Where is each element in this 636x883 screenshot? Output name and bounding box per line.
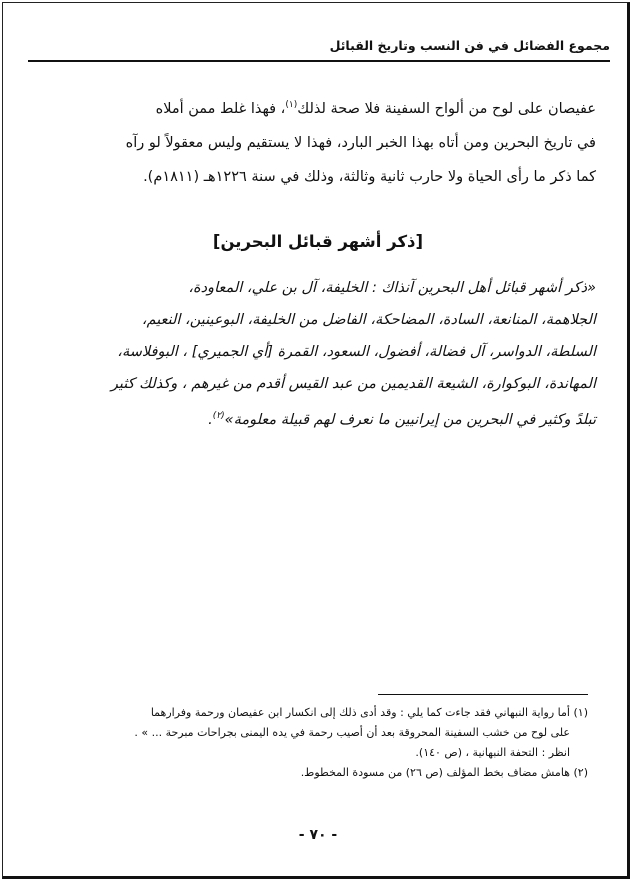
footnote-ref-1[interactable]: (١) [285,100,298,110]
footnote-ref-2[interactable]: (٢) [212,411,225,421]
paragraph-2-line-3: السلطة، الدواسر، آل فضالة، أفضول، السعود، القمرة [أي الجميري] ، البوفلاسة، [117,344,596,360]
footnote-1-line-3: انظر : التحفة النبهانية ، (ص ١٤٠). [415,746,570,759]
paragraph-1 [36,88,596,194]
header-rule [28,60,610,62]
running-header: مجموع الفضائل في فن النسب وتاريخ القبائل [329,38,610,53]
paragraph-1-line-3: كما ذكر ما رأى الحياة ولا حارب ثانية وثالثة، وذلك في سنة ١٢٢٦هـ (١٨١١م). [143,168,596,185]
paragraph-1-line-2: في تاريخ البحرين ومن أتاه بهذا الخبر البارد، فهذا لا يستقيم وليس معقولاً لو رآه [125,134,596,151]
footnote-2: (٢) هامش مضاف بخط المؤلف (ص ٢٦) من مسودة المخطوط. [300,766,588,779]
section-title: [ذكر أشهر قبائل البحرين] [212,232,424,251]
paragraph-2-line-1: «ذكر أشهر قبائل أهل البحرين آنذاك : الخليفة، آل بن علي، المعاودة، [188,280,596,296]
footnote-separator [378,694,588,695]
page-number: - ٧٠ - [298,827,338,843]
footnote-1-line-2: على لوح من خشب السفينة المحروقة بعد أن أصيب رحمة في يده اليمنى بجراحات مبرحة ... » . [134,726,570,739]
footnotes [70,703,588,783]
paragraph-2-line-4: المهاندة، البوكوارة، الشيعة القديمين من عبد القيس أقدم من غيرهم ، وكذلك كثير [110,376,596,392]
paragraph-2-line-5: تبلدً وكثير في البحرين من إيرانيين ما نعرف لهم قبيلة معلومة»$^{(٢)}$. [208,411,596,428]
paragraph-1-line-1: عفيصان على لوح من ألواح السفينة فلا صحة لذلك$^{(١)}$، فهذا غلط ممن أملاه [155,100,596,117]
paragraph-2 [36,272,596,436]
footnote-1-line-1: (١) أما رواية النبهاني فقد جاءت كما يلي : وقد أدى ذلك إلى انكسار ابن عفيصان ورحمة وفرارهما [150,706,588,719]
paragraph-2-line-2: الجلاهمة، المنانعة، السادة، المضاحكة، الفاضل من الخليفة، البوعينين، النعيم، [141,312,596,328]
